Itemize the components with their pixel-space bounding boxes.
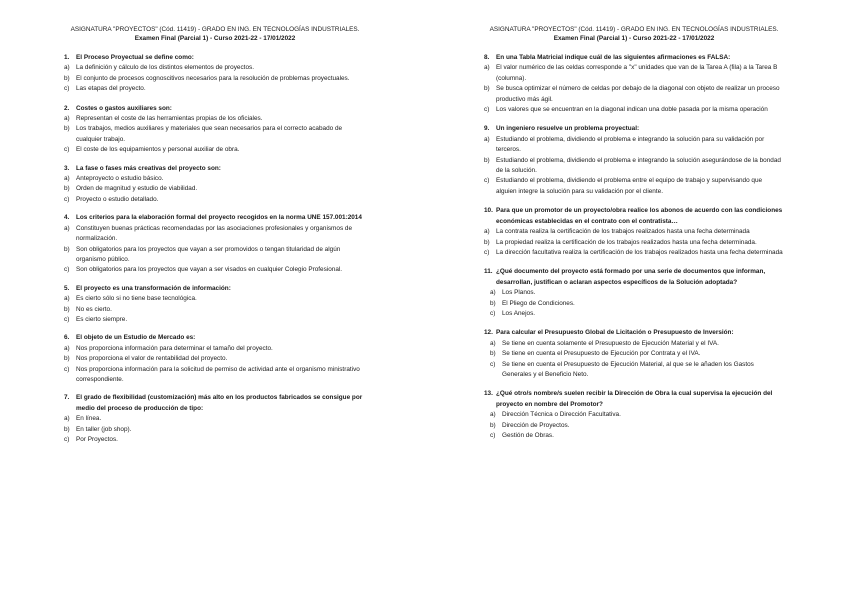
header-exam-line: Examen Final (Parcial 1) - Curso 2021-22 - 17/01/2022 bbox=[134, 35, 296, 42]
option-letter: b) bbox=[64, 74, 70, 82]
option-text: Constituyen buenas prácticas recomendadas por las asociaciones profesionales y organismos de normalización. bbox=[76, 224, 353, 243]
option-text: Nos proporciona el valor de rentabilidad del proyecto. bbox=[76, 355, 228, 363]
answer-option bbox=[64, 195, 366, 205]
option-text: La propiedad realiza la certificación de los trabajos realizados hasta una fecha determinada. bbox=[496, 238, 757, 246]
question-text: Un ingeniero resuelve un problema proyectual: bbox=[496, 125, 640, 133]
question-3 bbox=[64, 164, 366, 206]
answer-option bbox=[64, 344, 366, 354]
option-text: Se tiene en cuenta el Presupuesto de Ejecución Material, al que se le añaden los Gastos Generales y el Beneficio Neto. bbox=[502, 360, 754, 378]
question-title bbox=[64, 333, 366, 343]
option-text: La definición y cálculo de los distintos elementos de proyectos. bbox=[76, 64, 254, 72]
option-text: Nos proporciona información para la solicitud de permiso de actividad ante el organismo ministrativo correspondiente. bbox=[76, 365, 360, 383]
option-letter: a) bbox=[64, 295, 70, 303]
option-letter: a) bbox=[64, 344, 70, 352]
question-text: Para que un promotor de un proyecto/obra realice los abonos de acuerdo con las condiciones económicas establecidas en el contrato con el contratista… bbox=[496, 207, 783, 225]
question-number: 8. bbox=[484, 54, 490, 61]
option-letter: b) bbox=[64, 305, 70, 313]
option-letter: a) bbox=[484, 135, 490, 143]
question-number: 10. bbox=[484, 207, 493, 215]
option-text: En taller (job shop). bbox=[76, 425, 132, 433]
question-list-right bbox=[484, 53, 784, 441]
header-exam-line: Examen Final (Parcial 1) - Curso 2021-22 - 17/01/2022 bbox=[553, 35, 715, 42]
option-letter: c) bbox=[484, 177, 490, 185]
option-text: Son obligatorios para los proyectos que vayan a ser promovidos o tengan titularidad de algún organismo público. bbox=[76, 245, 341, 263]
question-12 bbox=[484, 328, 784, 380]
option-letter: b) bbox=[64, 245, 70, 253]
option-text: Estudiando el problema, dividiendo el problema e integrando la solución para su validación por terceros. bbox=[496, 135, 765, 154]
answer-option bbox=[484, 238, 784, 248]
question-number: 9. bbox=[484, 125, 490, 133]
option-text: Nos proporciona información para determinar el tamaño del proyecto. bbox=[76, 344, 273, 352]
answer-option bbox=[64, 174, 366, 184]
option-text: Son obligatorios para los proyectos que vayan a ser visados en cualquier Colegio Profesional. bbox=[76, 266, 343, 274]
answer-option bbox=[484, 431, 784, 441]
question-1 bbox=[64, 53, 366, 95]
answer-option bbox=[484, 84, 784, 105]
question-text: En una Tabla Matricial indique cuál de las siguientes afirmaciones es FALSA: bbox=[496, 54, 731, 61]
question-title bbox=[64, 213, 366, 223]
question-title bbox=[64, 53, 366, 63]
option-text: Las etapas del proyecto. bbox=[76, 85, 146, 93]
answer-option bbox=[64, 265, 366, 275]
option-text: Dirección de Proyectos. bbox=[502, 421, 570, 429]
question-8 bbox=[484, 53, 784, 115]
question-title bbox=[484, 206, 784, 227]
question-text: El objeto de un Estudio de Mercado es: bbox=[76, 334, 196, 342]
answer-option bbox=[484, 410, 784, 420]
option-letter: b) bbox=[484, 238, 490, 246]
option-text: Se tiene en cuenta solamente el Presupuesto de Ejecución Material y el IVA. bbox=[502, 339, 719, 347]
question-number: 2. bbox=[64, 104, 70, 112]
question-text: El Proceso Proyectual se define como: bbox=[76, 54, 194, 61]
question-number: 5. bbox=[64, 284, 70, 292]
option-text: Los Planos. bbox=[502, 289, 536, 297]
question-text: Los criterios para la elaboración formal del proyecto recogidos en la norma UNE 157.001:2014 bbox=[76, 214, 362, 222]
option-letter: c) bbox=[64, 85, 70, 93]
option-text: Se busca optimizar el número de celdas por debajo de la diagonal con objeto de realizar un proceso productivo más ágil. bbox=[496, 85, 780, 103]
answer-option bbox=[484, 135, 784, 156]
question-2 bbox=[64, 104, 366, 156]
option-text: Los valores que se encuentran en la diagonal indican una doble pasada por la misma operación bbox=[496, 106, 768, 114]
option-text: La dirección facultativa realiza la certificación de los trabajos realizados hasta una fecha determinada bbox=[496, 248, 783, 256]
option-letter: a) bbox=[64, 64, 70, 72]
option-letter: a) bbox=[490, 411, 496, 419]
question-text: Costes o gastos auxiliares son: bbox=[76, 104, 172, 112]
answer-option bbox=[64, 224, 366, 245]
option-text: Anteproyecto o estudio básico. bbox=[76, 175, 164, 183]
option-text: Orden de magnitud y estudio de viabilidad. bbox=[76, 185, 198, 193]
answer-option bbox=[64, 114, 366, 124]
option-text: El valor numérico de las celdas corresponde a "x" unidades que van de la Tarea A (fila) a la Tarea B (columna). bbox=[496, 64, 778, 82]
option-text: La contrata realiza la certificación de los trabajos realizados hasta una fecha determinada bbox=[496, 228, 750, 236]
question-number: 6. bbox=[64, 334, 70, 342]
question-list-left bbox=[64, 53, 366, 445]
question-5 bbox=[64, 284, 366, 326]
option-letter: c) bbox=[64, 146, 70, 154]
page-header-right bbox=[484, 25, 784, 43]
option-letter: a) bbox=[484, 64, 490, 72]
option-text: Representan el coste de las herramientas propias de los oficiales. bbox=[76, 115, 263, 123]
question-text: ¿Qué documento del proyecto está formado por una serie de documentos que informan, desarrollan, justifican o aclaran aspectos específicos de la Solución adoptada? bbox=[496, 268, 766, 286]
answer-option bbox=[64, 63, 366, 73]
option-text: Por Proyectos. bbox=[76, 436, 118, 443]
answer-option bbox=[484, 349, 784, 359]
option-text: Proyecto o estudio detallado. bbox=[76, 195, 159, 203]
option-letter: b) bbox=[490, 421, 496, 429]
answer-option bbox=[484, 421, 784, 431]
option-letter: b) bbox=[484, 85, 490, 93]
question-title bbox=[64, 164, 366, 174]
question-title bbox=[484, 267, 784, 288]
answer-option bbox=[64, 124, 366, 145]
answer-option bbox=[64, 305, 366, 315]
option-text: No es cierto. bbox=[76, 305, 112, 313]
option-letter: b) bbox=[64, 125, 70, 133]
answer-option bbox=[64, 315, 366, 325]
question-title bbox=[64, 104, 366, 114]
option-text: El conjunto de procesos cognoscitivos necesarios para la resolución de problemas proyectuales. bbox=[76, 74, 350, 82]
option-letter: c) bbox=[64, 315, 70, 323]
option-letter: c) bbox=[64, 436, 70, 443]
option-letter: a) bbox=[484, 228, 490, 236]
answer-option bbox=[484, 248, 784, 258]
option-text: Estudiando el problema, dividiendo el problema e integrando la solución asegurándose de la bondad de la solución. bbox=[496, 156, 781, 175]
option-text: Es cierto siempre. bbox=[76, 315, 128, 323]
question-number: 11. bbox=[484, 268, 493, 276]
page-header-left bbox=[64, 25, 366, 43]
option-text: Gestión de Obras. bbox=[502, 432, 554, 439]
option-letter: c) bbox=[484, 248, 490, 256]
question-11 bbox=[484, 267, 784, 319]
question-title bbox=[64, 393, 366, 414]
question-title bbox=[64, 284, 366, 294]
option-text: Estudiando el problema, dividiendo el problema entre el equipo de trabajo y supervisando que alguien integre la solución para su validación por el cliente. bbox=[496, 177, 763, 195]
question-title bbox=[484, 389, 784, 410]
answer-option bbox=[484, 105, 784, 115]
answer-option bbox=[64, 354, 366, 364]
answer-option bbox=[64, 84, 366, 94]
answer-option bbox=[484, 339, 784, 349]
option-text: Se tiene en cuenta el Presupuesto de Ejecución por Contrata y el IVA. bbox=[502, 350, 701, 358]
question-13 bbox=[484, 389, 784, 441]
question-number: 3. bbox=[64, 164, 70, 172]
option-text: Es cierto sólo si no tiene base tecnológica. bbox=[76, 295, 197, 303]
option-letter: a) bbox=[64, 175, 70, 183]
question-text: ¿Qué otro/s nombre/s suelen recibir la Dirección de Obra la cual supervisa la ejecución del proyecto en nombre del Promotor? bbox=[496, 390, 773, 408]
option-letter: a) bbox=[64, 415, 70, 423]
option-letter: a) bbox=[64, 115, 70, 123]
answer-option bbox=[484, 63, 784, 84]
question-number: 13. bbox=[484, 390, 493, 398]
option-letter: a) bbox=[64, 224, 70, 232]
answer-option bbox=[64, 74, 366, 84]
answer-option bbox=[64, 245, 366, 266]
question-number: 12. bbox=[484, 329, 493, 337]
option-text: Los Anejos. bbox=[502, 309, 536, 317]
answer-option bbox=[484, 309, 784, 319]
option-letter: c) bbox=[490, 360, 496, 368]
question-4 bbox=[64, 213, 366, 275]
question-title bbox=[484, 124, 784, 134]
question-number: 7. bbox=[64, 394, 70, 402]
answer-option bbox=[64, 184, 366, 194]
option-letter: c) bbox=[490, 432, 496, 439]
question-text: Para calcular el Presupuesto Global de Licitación o Presupuesto de Inversión: bbox=[496, 329, 734, 337]
answer-option bbox=[484, 227, 784, 237]
option-letter: b) bbox=[490, 350, 496, 358]
answer-option bbox=[484, 156, 784, 177]
question-text: El grado de flexibilidad (customización) más alto en los productos fabricados se consigue por medio del proceso de producción de tipo: bbox=[76, 394, 363, 412]
left-column bbox=[64, 0, 366, 445]
answer-option bbox=[64, 414, 366, 424]
answer-option bbox=[484, 176, 784, 197]
option-text: El coste de los equipamientos y personal auxiliar de obra. bbox=[76, 146, 240, 154]
option-letter: b) bbox=[64, 355, 70, 363]
question-text: El proyecto es una transformación de información: bbox=[76, 284, 231, 292]
option-letter: b) bbox=[64, 185, 70, 193]
answer-option bbox=[64, 425, 366, 435]
question-9 bbox=[484, 124, 784, 197]
option-letter: a) bbox=[490, 289, 496, 297]
option-text: Dirección Técnica o Dirección Facultativa. bbox=[502, 411, 621, 419]
option-letter: c) bbox=[64, 195, 70, 203]
answer-option bbox=[64, 294, 366, 304]
answer-option bbox=[484, 360, 784, 381]
answer-option bbox=[64, 435, 366, 445]
question-7 bbox=[64, 393, 366, 445]
option-letter: c) bbox=[64, 365, 70, 373]
option-text: El Pliego de Condiciones. bbox=[502, 299, 575, 307]
header-course-line: ASIGNATURA "PROYECTOS" (Cód. 11419) - GRADO EN ING. EN TECNOLOGÍAS INDUSTRIALES. bbox=[489, 26, 779, 33]
option-text: En línea. bbox=[76, 415, 102, 423]
question-title bbox=[484, 328, 784, 338]
question-6 bbox=[64, 333, 366, 385]
option-letter: b) bbox=[490, 299, 496, 307]
answer-option bbox=[64, 365, 366, 386]
question-title bbox=[484, 53, 784, 63]
header-course-line: ASIGNATURA "PROYECTOS" (Cód. 11419) - GRADO EN ING. EN TECNOLOGÍAS INDUSTRIALES. bbox=[70, 26, 360, 33]
answer-option bbox=[484, 299, 784, 309]
question-text: La fase o fases más creativas del proyecto son: bbox=[76, 164, 221, 172]
question-10 bbox=[484, 206, 784, 258]
option-letter: c) bbox=[490, 309, 496, 317]
option-letter: b) bbox=[484, 156, 490, 164]
option-letter: a) bbox=[490, 339, 496, 347]
question-number: 1. bbox=[64, 54, 70, 61]
right-column bbox=[484, 0, 784, 441]
answer-option bbox=[484, 288, 784, 298]
option-letter: c) bbox=[484, 106, 490, 114]
option-letter: b) bbox=[64, 425, 70, 433]
option-text: Los trabajos, medios auxiliares y materiales que sean necesarios para el correcto acabado de cualquier trabajo. bbox=[76, 125, 343, 143]
question-number: 4. bbox=[64, 214, 70, 222]
option-letter: c) bbox=[64, 266, 70, 274]
answer-option bbox=[64, 145, 366, 155]
